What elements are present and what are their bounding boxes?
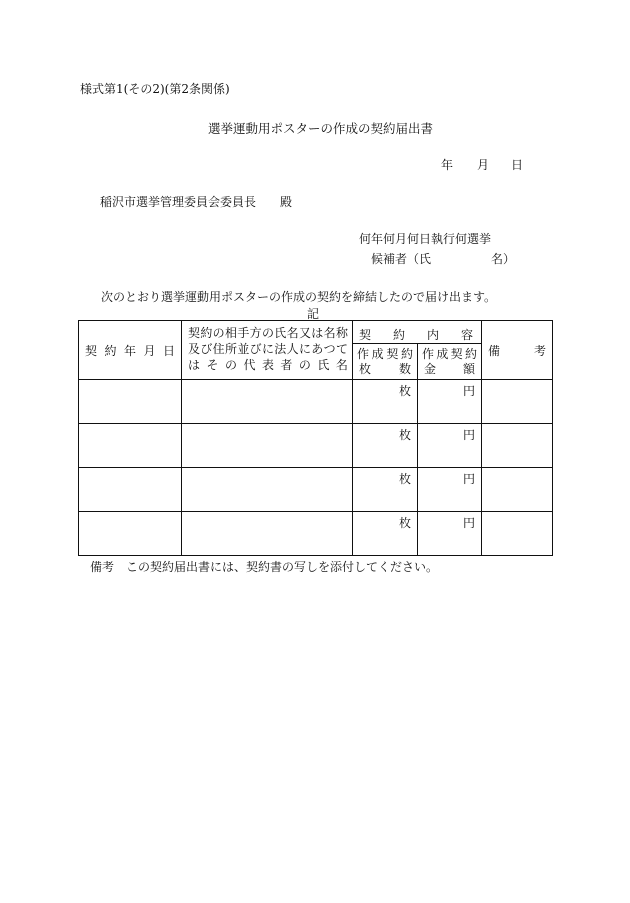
- table-row: [79, 512, 553, 556]
- header-char: の: [212, 326, 225, 340]
- cell-contract-date[interactable]: [79, 512, 182, 556]
- form-number: 様式第1(その2)(第2条関係): [80, 82, 230, 96]
- header-counterparty-line: [188, 325, 348, 341]
- header-char: 約: [200, 326, 213, 340]
- sub-header-line: [357, 362, 413, 377]
- cell-remarks[interactable]: [482, 424, 553, 468]
- header-char: 約: [104, 343, 117, 358]
- header-char: 名: [323, 326, 336, 340]
- header-char: は: [188, 358, 201, 372]
- header-char: て: [335, 342, 348, 356]
- header-contract-date: [79, 321, 182, 380]
- candidate-name-line: 候補者（氏 名）: [371, 252, 516, 266]
- cell-contract-amount[interactable]: [418, 512, 482, 556]
- unit-yen-label: 円: [462, 472, 475, 486]
- header-char: 金: [424, 362, 437, 376]
- header-char: 契: [359, 328, 372, 342]
- cell-contract-date[interactable]: [79, 380, 182, 424]
- header-char: 額: [462, 362, 475, 376]
- header-char: は: [311, 326, 324, 340]
- header-char: 作: [357, 347, 370, 361]
- header-char: 及: [188, 342, 201, 356]
- header-char: 備: [488, 343, 501, 358]
- header-counterparty-line: [188, 357, 348, 373]
- cell-sheet-count[interactable]: [353, 424, 418, 468]
- header-char: 日: [162, 343, 175, 358]
- sub-header-line: [422, 362, 477, 377]
- document-title: 選挙運動用ポスターの作成の契約届出書: [208, 121, 434, 136]
- cell-sheet-count[interactable]: [353, 468, 418, 512]
- header-char: に: [298, 342, 311, 356]
- unit-yen-label: 円: [462, 516, 475, 530]
- unit-yen-label: 円: [462, 428, 475, 442]
- header-counterparty-line: [188, 341, 348, 357]
- date-day-label: 日: [511, 158, 524, 172]
- cell-contract-amount[interactable]: [418, 468, 482, 512]
- date-month-label: 月: [477, 158, 490, 172]
- header-char: 方: [249, 326, 262, 340]
- header-char: 枚: [359, 362, 372, 376]
- header-char: 年: [123, 343, 136, 358]
- sub-header-line: [357, 347, 413, 362]
- header-char: 代: [243, 358, 256, 372]
- header-char: 人: [286, 342, 299, 356]
- header-char: び: [249, 342, 262, 356]
- header-counterparty: [182, 321, 353, 380]
- header-char: 又: [298, 326, 311, 340]
- cell-counterparty[interactable]: [182, 424, 353, 468]
- header-char: 並: [237, 342, 250, 356]
- header-char: の: [298, 358, 311, 372]
- header-char: 数: [398, 362, 411, 376]
- header-char: 約: [400, 347, 413, 361]
- cell-counterparty[interactable]: [182, 512, 353, 556]
- header-char: 相: [224, 326, 237, 340]
- cell-remarks[interactable]: [482, 512, 553, 556]
- cell-remarks[interactable]: [482, 468, 553, 512]
- cell-sheet-count[interactable]: [353, 512, 418, 556]
- header-char: 内: [426, 328, 439, 342]
- header-char: 契: [450, 347, 463, 361]
- date-year-label: 年: [441, 158, 454, 172]
- header-remarks: [482, 321, 553, 380]
- header-char: 契: [188, 326, 201, 340]
- header-char: び: [200, 342, 213, 356]
- header-char: 考: [533, 343, 546, 358]
- header-char: に: [261, 342, 274, 356]
- header-char: 手: [237, 326, 250, 340]
- header-char: 氏: [274, 326, 287, 340]
- cell-contract-amount[interactable]: [418, 424, 482, 468]
- header-char: 者: [280, 358, 293, 372]
- header-contract-amount: [418, 344, 482, 380]
- unit-sheets-label: 枚: [399, 428, 412, 442]
- body-text: 次のとおり選挙運動用ポスターの作成の契約を締結したので届け出ます。: [101, 290, 497, 304]
- cell-contract-date[interactable]: [79, 468, 182, 512]
- header-char: 約: [464, 347, 477, 361]
- header-char: つ: [323, 342, 336, 356]
- unit-sheets-label: 枚: [399, 384, 412, 398]
- cell-counterparty[interactable]: [182, 380, 353, 424]
- header-char: 成: [436, 347, 449, 361]
- header-char: 約: [392, 328, 405, 342]
- header-char: 所: [224, 342, 237, 356]
- unit-yen-label: 円: [462, 384, 475, 398]
- header-char: 作: [422, 347, 435, 361]
- header-char: 称: [335, 326, 348, 340]
- cell-contract-amount[interactable]: [418, 380, 482, 424]
- header-char: そ: [206, 358, 219, 372]
- header-contract-content: [353, 321, 482, 344]
- header-char: 住: [212, 342, 225, 356]
- header-char: 氏: [317, 358, 330, 372]
- cell-remarks[interactable]: [482, 380, 553, 424]
- cell-counterparty[interactable]: [182, 468, 353, 512]
- header-char: あ: [311, 342, 324, 356]
- election-name: 何年何月何日執行何選挙: [359, 232, 492, 246]
- cell-sheet-count[interactable]: [353, 380, 418, 424]
- table-row: [79, 424, 553, 468]
- header-char: 法: [274, 342, 287, 356]
- remarks-note: 備考 この契約届出書には、契約書の写しを添付してください。: [90, 560, 439, 574]
- header-char: 月: [143, 343, 156, 358]
- table-row: [79, 468, 553, 512]
- header-char: 成: [371, 347, 384, 361]
- header-char: 表: [261, 358, 274, 372]
- sub-header-line: [422, 347, 477, 362]
- header-sheet-count: [353, 344, 418, 380]
- header-char: の: [261, 326, 274, 340]
- header-char: 契: [386, 347, 399, 361]
- cell-contract-date[interactable]: [79, 424, 182, 468]
- unit-sheets-label: 枚: [399, 516, 412, 530]
- header-char: 名: [335, 358, 348, 372]
- table-row: [79, 380, 553, 424]
- header-char: 名: [286, 326, 299, 340]
- header-char: 契: [85, 343, 98, 358]
- ki-label: 記: [307, 307, 320, 321]
- header-char: 容: [460, 328, 473, 342]
- contract-table: [78, 320, 553, 556]
- header-char: の: [224, 358, 237, 372]
- addressee: 稲沢市選挙管理委員会委員長 殿: [100, 195, 293, 209]
- unit-sheets-label: 枚: [399, 472, 412, 486]
